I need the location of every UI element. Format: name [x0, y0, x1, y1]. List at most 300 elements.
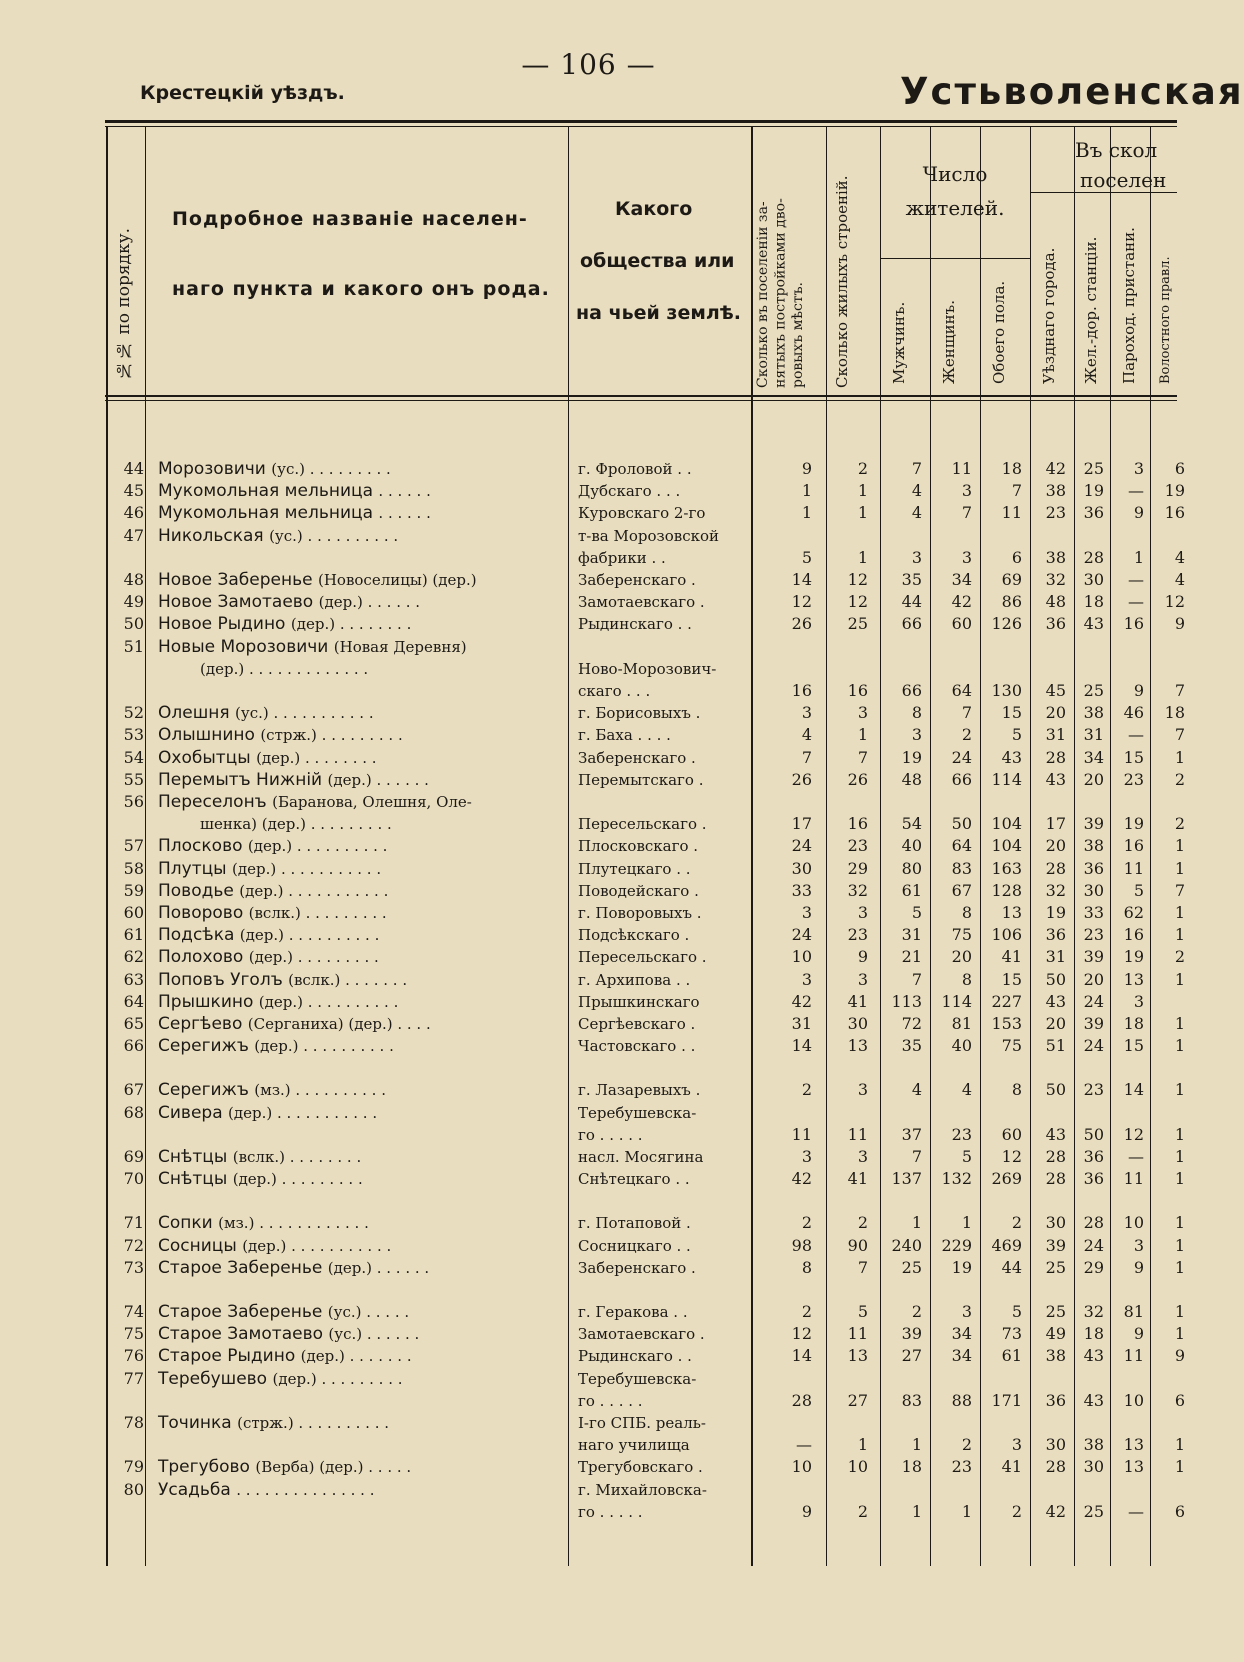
row-number: 50 [123, 614, 144, 634]
value-d1: 30 [1045, 1213, 1066, 1233]
society-name: Пересельскаго . [578, 948, 707, 967]
value-d2: 31 [1083, 725, 1104, 745]
value-d4: 9 [1174, 1346, 1185, 1366]
settlement-type: (Новоселицы) (дер.) [317, 571, 477, 589]
value-yards: 9 [801, 459, 812, 478]
value-t: 5 [1011, 1302, 1022, 1321]
settlement-name-main: Плутцы [158, 858, 233, 879]
value-t: 69 [1001, 570, 1022, 589]
settlement-type: (дер.) . . . . . . . . . [272, 1369, 403, 1388]
settlement-type: (Новая Деревня) [333, 637, 467, 656]
value-d2: 38 [1083, 1435, 1104, 1455]
settlement-type: (дер.) . . . . . . [327, 770, 429, 789]
row-number: 74 [123, 1302, 144, 1321]
row-number: 72 [123, 1235, 144, 1255]
value-d4: 4 [1174, 570, 1185, 589]
row-number: 65 [123, 1014, 144, 1033]
value-d2: 23 [1083, 925, 1104, 945]
settlement-type: (мз.) . . . . . . . . . . [254, 1081, 386, 1100]
value-d3: — [1128, 481, 1144, 501]
settlement-name-main: Прышкино [158, 991, 259, 1012]
value-d4: 6 [1174, 1390, 1185, 1410]
value-d4: 6 [1174, 1501, 1185, 1521]
settlement-type: (Серганиха) (дер.) . . . . [247, 1015, 431, 1033]
value-f: 19 [951, 1257, 972, 1277]
header-both: Обоего пола. [990, 280, 1008, 384]
society-name: Замотаевскаго . [578, 1325, 705, 1344]
value-d1: 19 [1045, 903, 1066, 922]
value-d1: 50 [1045, 1080, 1066, 1100]
value-d4: 1 [1174, 747, 1185, 767]
row-number: 71 [123, 1213, 144, 1233]
header-society-line3: на чьей землѣ. [576, 302, 742, 324]
settlement-name-main: Усадьба [158, 1479, 237, 1500]
value-t: 43 [1001, 747, 1022, 767]
value-bld: 3 [857, 903, 868, 922]
value-yards: 3 [801, 903, 812, 922]
value-f: 23 [951, 1124, 972, 1144]
society-name: Теребушевска- [578, 1369, 697, 1388]
value-d1: 32 [1045, 880, 1066, 900]
settlement-name-main: Старое Заберенье [158, 1302, 328, 1322]
value-d2: 19 [1083, 481, 1104, 501]
value-f: 7 [961, 703, 972, 723]
society-name: го . . . . . [578, 1391, 643, 1410]
value-t: 61 [1001, 1346, 1022, 1366]
value-yards: 14 [791, 570, 812, 589]
value-d1: 36 [1045, 1390, 1066, 1410]
value-yards: 98 [791, 1235, 812, 1255]
value-yards: 7 [801, 747, 812, 767]
value-d1: 42 [1045, 459, 1066, 478]
value-t: 41 [1001, 947, 1022, 967]
settlement-name-main: Снѣтцы [158, 1147, 233, 1167]
value-t: 18 [1001, 459, 1022, 478]
value-yards: 10 [791, 1457, 812, 1477]
society-name: Заберенскаго . [578, 1258, 696, 1277]
society-name: г. Поворовыхъ . [578, 904, 702, 922]
row-number: 63 [123, 969, 144, 989]
value-d4: 19 [1164, 481, 1185, 501]
society-name: Снѣтецкаго . . [578, 1170, 690, 1189]
settlement-name-main: Теребушево [158, 1368, 273, 1389]
value-t: 75 [1001, 1036, 1022, 1056]
value-d2: 18 [1083, 1324, 1104, 1344]
society-name: Куровскаго 2-го [578, 504, 706, 523]
society-name: Трегубовскаго . [578, 1458, 703, 1477]
value-d1: 39 [1045, 1235, 1066, 1255]
value-d1: 43 [1045, 769, 1066, 789]
society-name: Поводейскаго . [578, 881, 699, 900]
settlement-name-main: Сосницы [158, 1235, 243, 1256]
value-f: 2 [961, 725, 972, 745]
value-f: 81 [951, 1014, 972, 1033]
value-d4: 1 [1174, 1169, 1185, 1189]
value-m: 48 [901, 769, 922, 789]
society-name: наго училища [578, 1436, 690, 1455]
value-d3: — [1128, 592, 1144, 612]
value-d4: 2 [1174, 814, 1185, 834]
value-m: 35 [901, 1036, 922, 1056]
value-bld: 1 [857, 503, 868, 523]
settlement-type: . . . . . . . . . . . . . . . [236, 1480, 375, 1499]
settlement-type: (дер.) . . . . . . . . . [248, 948, 379, 967]
value-m: 1 [911, 1501, 922, 1521]
value-d3: 16 [1123, 925, 1144, 945]
value-d2: 20 [1083, 769, 1104, 789]
society-name: Заберенскаго . [578, 748, 696, 767]
value-yards: 26 [791, 614, 812, 634]
settlement-type: (дер.) . . . . . . . . . . . [239, 881, 389, 900]
value-d1: 25 [1045, 1257, 1066, 1277]
value-d4: 1 [1174, 1213, 1185, 1233]
value-d3: 1 [1133, 547, 1144, 567]
value-bld: 23 [847, 836, 868, 856]
header-yards-line3: ровыхъ мѣстъ. [790, 282, 806, 388]
society-name: Рыдинскаго . . [578, 1347, 692, 1366]
value-d4: 1 [1174, 836, 1185, 856]
value-t: 8 [1011, 1080, 1022, 1100]
row-number: 45 [123, 481, 144, 501]
settlement-name [158, 525, 398, 547]
value-d1: 28 [1045, 1169, 1066, 1189]
value-d1: 28 [1045, 1147, 1066, 1166]
value-d4: 1 [1174, 1235, 1185, 1255]
society-name: насл. Мосягина [578, 1148, 704, 1166]
value-d1: 28 [1045, 1457, 1066, 1477]
settlement-name-main: Поворово [158, 903, 249, 923]
value-f: 229 [941, 1235, 972, 1255]
value-m: 39 [901, 1324, 922, 1344]
value-t: 3 [1011, 1435, 1022, 1455]
settlement-name-main: Плосково [158, 836, 248, 857]
value-yards: 2 [801, 1302, 812, 1321]
value-d2: 36 [1083, 1147, 1104, 1166]
settlement-type: (вслк.) . . . . . . . . [232, 1148, 362, 1166]
header-bottom-rule-thin [105, 400, 1177, 401]
settlement-type: (ус.) . . . . . . [328, 1325, 420, 1344]
row-number: 53 [123, 725, 144, 745]
value-t: 5 [1011, 725, 1022, 745]
value-m: 80 [901, 858, 922, 878]
value-bld: 29 [847, 858, 868, 878]
value-d1: 31 [1045, 947, 1066, 967]
settlement-type: (стрж.) . . . . . . . . . [260, 726, 403, 745]
value-f: 2 [961, 1435, 972, 1455]
value-d4: 2 [1174, 769, 1185, 789]
settlement-name-main: Серегижъ [158, 1080, 255, 1101]
value-d3: 3 [1133, 991, 1144, 1011]
settlement-type: (ус.) . . . . . . . . . . . [235, 704, 374, 723]
value-d3: — [1128, 1147, 1144, 1166]
value-f: 34 [951, 1324, 972, 1344]
value-d4: 9 [1174, 614, 1185, 634]
row-number: 66 [123, 1036, 144, 1056]
value-t: 106 [991, 925, 1022, 945]
value-yards: 3 [801, 1147, 812, 1166]
value-d1: 36 [1045, 614, 1066, 634]
value-m: 5 [911, 903, 922, 922]
row-number: 67 [123, 1080, 144, 1100]
value-d2: 24 [1083, 1036, 1104, 1056]
row-number: 58 [123, 858, 144, 878]
settlement-name [158, 636, 467, 658]
value-bld: 90 [847, 1235, 868, 1255]
value-t: 128 [991, 880, 1022, 900]
value-d1: 28 [1045, 858, 1066, 878]
value-d3: 13 [1123, 1435, 1144, 1455]
value-d3: 13 [1123, 1457, 1144, 1477]
value-bld: 5 [857, 1302, 868, 1321]
value-t: 130 [991, 681, 1022, 700]
value-d3: 15 [1123, 1036, 1144, 1056]
header-no: №№ по порядку. [114, 227, 134, 380]
value-t: 269 [991, 1169, 1022, 1189]
value-yards: 30 [791, 858, 812, 878]
society-name: Плутецкаго . . [578, 859, 691, 878]
settlement-name-main: Поповъ Уголъ [158, 969, 289, 990]
value-d4: 7 [1174, 880, 1185, 900]
header-pier: Пароход. пристани. [1120, 227, 1138, 384]
value-d3: 9 [1133, 1324, 1144, 1344]
value-t: 104 [991, 836, 1022, 856]
value-f: 4 [961, 1080, 972, 1100]
settlement-name-main: Снѣтцы [158, 1169, 233, 1190]
value-m: 19 [901, 747, 922, 767]
value-d3: 19 [1123, 947, 1144, 967]
settlement-type: (дер.) . . . . . . . [300, 1347, 412, 1366]
settlement-name-main: Полохово [158, 947, 249, 968]
value-d2: 30 [1083, 880, 1104, 900]
value-d3: 46 [1123, 703, 1144, 723]
value-m: 83 [901, 1390, 922, 1410]
row-number: 61 [123, 925, 144, 945]
settlement-name [158, 791, 472, 813]
value-m: 72 [901, 1014, 922, 1033]
value-d3: — [1128, 725, 1144, 745]
value-f: 42 [951, 592, 972, 612]
settlement-name-main: Морозовичи [158, 459, 272, 479]
value-d2: 25 [1083, 681, 1104, 700]
value-yards: 42 [791, 991, 812, 1011]
settlement-name-main: Олышнино [158, 725, 261, 746]
value-bld: 12 [847, 570, 868, 589]
value-d2: 43 [1083, 1390, 1104, 1410]
value-yards: 8 [801, 1257, 812, 1277]
row-number: 46 [123, 503, 144, 523]
society-name: г. Михайловска- [578, 1480, 707, 1499]
value-d3: 9 [1133, 1257, 1144, 1277]
header-distance-line1: Въ скол [1075, 138, 1158, 162]
value-d1: 20 [1045, 703, 1066, 723]
value-d4: 6 [1174, 459, 1185, 478]
value-m: 25 [901, 1257, 922, 1277]
value-m: 1 [911, 1435, 922, 1455]
row-number: 48 [123, 570, 144, 589]
value-f: 5 [961, 1147, 972, 1166]
value-d4: 7 [1174, 681, 1185, 700]
value-t: 153 [991, 1014, 1022, 1033]
value-bld: 3 [857, 1147, 868, 1166]
value-d2: 39 [1083, 947, 1104, 967]
value-t: 12 [1001, 1147, 1022, 1166]
value-d1: 20 [1045, 836, 1066, 856]
value-d1: 43 [1045, 991, 1066, 1011]
settlement-type: . . . . . . [378, 504, 431, 523]
page-number: — 106 — [521, 48, 656, 81]
value-bld: 12 [847, 592, 868, 612]
value-d3: 62 [1123, 903, 1144, 922]
value-d2: 36 [1083, 503, 1104, 523]
value-t: 41 [1001, 1457, 1022, 1477]
value-f: 11 [951, 459, 972, 478]
settlement-name-main: Охобытцы [158, 747, 257, 768]
value-d4: 18 [1164, 703, 1185, 723]
row-number: 44 [123, 459, 144, 478]
value-t: 6 [1011, 547, 1022, 567]
row-number: 64 [123, 991, 144, 1011]
value-f: 40 [951, 1036, 972, 1056]
row-number: 62 [123, 947, 144, 967]
value-t: 7 [1011, 481, 1022, 501]
row-number: 80 [123, 1479, 144, 1499]
header-male: Мужчинъ. [890, 301, 908, 384]
value-t: 15 [1001, 703, 1022, 723]
settlement-type: (дер.) . . . . . . . . . . [247, 837, 388, 856]
value-bld: 13 [847, 1346, 868, 1366]
value-d4: 1 [1174, 1014, 1185, 1033]
value-d3: 13 [1123, 969, 1144, 989]
value-f: 8 [961, 903, 972, 922]
value-f: 1 [961, 1213, 972, 1233]
header-yards-line1: Сколько въ поселеніи за- [755, 201, 771, 388]
settlement-type: (дер.) . . . . . . . . [256, 748, 377, 767]
value-yards: 2 [801, 1080, 812, 1100]
value-d1: 51 [1045, 1036, 1066, 1056]
row-number: 54 [123, 747, 144, 767]
settlement-type: (Баранова, Олешня, Оле- [272, 793, 472, 811]
value-d2: 38 [1083, 836, 1104, 856]
society-name: Дубскаго . . . [578, 482, 681, 501]
settlement-name-main: Мукомольная мельница [158, 481, 379, 502]
value-d1: 43 [1045, 1124, 1066, 1144]
society-name: Замотаевскаго . [578, 593, 705, 612]
value-m: 4 [911, 503, 922, 523]
value-d3: 16 [1123, 836, 1144, 856]
header-inhabitants-line2: жителей. [905, 196, 1005, 220]
value-yards: 3 [801, 969, 812, 989]
value-t: 114 [991, 769, 1022, 789]
row-number: 57 [123, 836, 144, 856]
value-f: 1 [961, 1501, 972, 1521]
value-d4: 7 [1174, 725, 1185, 745]
value-yards: 5 [801, 547, 812, 567]
value-d1: 38 [1045, 1346, 1066, 1366]
value-m: 4 [911, 481, 922, 501]
value-d2: 30 [1083, 1457, 1104, 1477]
value-t: 469 [991, 1235, 1022, 1255]
value-d3: 9 [1133, 681, 1144, 700]
value-m: 66 [901, 614, 922, 634]
value-d1: 42 [1045, 1501, 1066, 1521]
value-d4: 1 [1174, 1324, 1185, 1344]
value-bld: 3 [857, 1080, 868, 1100]
settlement-type: (дер.) . . . . . . . . [290, 615, 412, 634]
value-f: 75 [951, 925, 972, 945]
header-rail: Жел.-дор. станціи. [1082, 236, 1100, 384]
value-d2: 25 [1083, 1501, 1104, 1521]
value-m: 61 [901, 880, 922, 900]
header-female: Женщинъ. [940, 300, 958, 384]
society-name: г. Геракова . . [578, 1303, 688, 1321]
value-d4: 1 [1174, 1302, 1185, 1321]
value-d3: 14 [1123, 1080, 1144, 1100]
value-d3: 5 [1133, 880, 1144, 900]
settlement-type: (дер.) . . . . . . [327, 1258, 430, 1277]
value-t: 163 [991, 858, 1022, 878]
value-m: 113 [891, 991, 922, 1011]
value-yards: — [796, 1435, 812, 1455]
value-d4: 12 [1164, 592, 1185, 612]
header-subrule-distance [1030, 192, 1177, 193]
settlement-name-main: Сивера [158, 1102, 229, 1123]
value-d4: 1 [1174, 1124, 1185, 1144]
society-name: Частовскаго . . [578, 1037, 696, 1056]
value-bld: 3 [857, 703, 868, 723]
value-m: 27 [901, 1346, 922, 1366]
value-d2: 39 [1083, 814, 1104, 834]
value-d4: 1 [1174, 1457, 1185, 1477]
value-bld: 11 [847, 1124, 868, 1144]
value-t: 60 [1001, 1124, 1022, 1144]
society-name: I-го СПБ. реаль- [578, 1414, 706, 1432]
value-yards: 24 [791, 925, 812, 945]
settlement-type: (дер.) . . . . . . [318, 593, 421, 612]
value-m: 66 [901, 681, 922, 700]
value-t: 44 [1001, 1257, 1022, 1277]
settlement-name-main: Новое Замотаево [158, 592, 319, 613]
value-bld: 11 [847, 1324, 868, 1344]
value-m: 54 [901, 814, 922, 834]
value-bld: 26 [847, 769, 868, 789]
society-name: г. Лазаревыхъ . [578, 1081, 701, 1100]
value-yards: 12 [791, 592, 812, 612]
value-bld: 41 [847, 991, 868, 1011]
society-name: Заберенскаго . [578, 571, 696, 589]
value-yards: 1 [801, 503, 812, 523]
society-name: г. Фроловой . . [578, 460, 692, 478]
value-d4: 4 [1174, 547, 1185, 567]
value-m: 21 [901, 947, 922, 967]
value-d3: 9 [1133, 503, 1144, 523]
value-d3: 15 [1123, 747, 1144, 767]
header-inhabitants-line1: Число [922, 162, 988, 186]
value-t: 227 [991, 991, 1022, 1011]
table-top-rule [105, 120, 1177, 123]
value-t: 86 [1001, 592, 1022, 612]
value-m: 3 [911, 725, 922, 745]
value-m: 7 [911, 459, 922, 478]
value-d4: 1 [1174, 1147, 1185, 1166]
value-d2: 39 [1083, 1014, 1104, 1033]
settlement-name-main: Сопки [158, 1213, 219, 1234]
value-f: 64 [951, 681, 972, 700]
settlement-type: (дер.) . . . . . . . . . [232, 1170, 363, 1189]
value-d3: 10 [1123, 1213, 1144, 1233]
value-t: 171 [991, 1390, 1022, 1410]
value-bld: 16 [847, 681, 868, 700]
value-m: 137 [891, 1169, 922, 1189]
